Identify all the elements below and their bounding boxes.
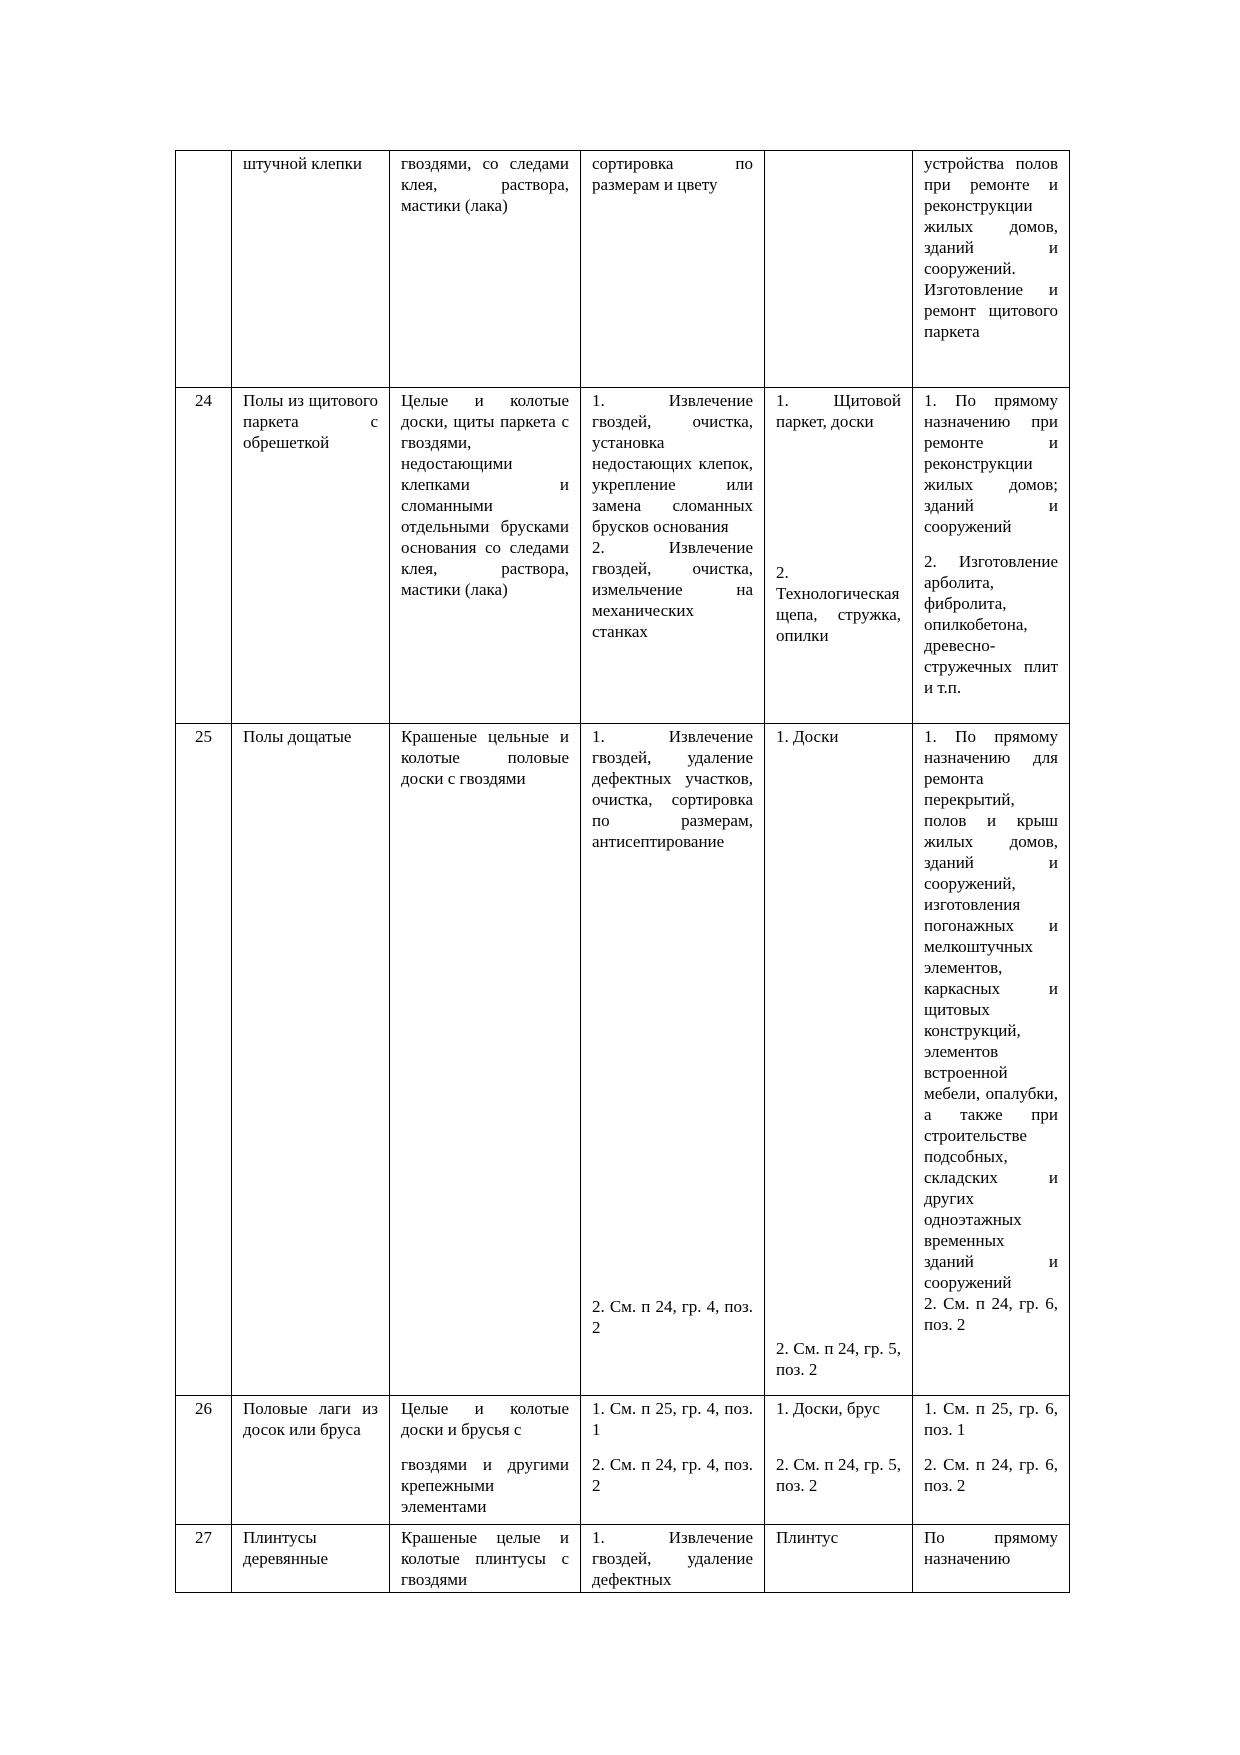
- material-description: гвоздями, со следами клея, раствора, мастики (лака): [390, 151, 581, 388]
- structure-name: Плинтусы деревянные: [232, 1525, 390, 1593]
- processing-method: 1. Извлечение гвоздей, удаление дефектных: [581, 1525, 765, 1593]
- product-type: 1. Доски 2. См. п 24, гр. 5, поз. 2: [765, 724, 913, 1396]
- row-number: 24: [176, 388, 232, 724]
- processing-method: сортировка по размерам и цвету: [581, 151, 765, 388]
- usage-area: 1. По прямому назначению для ремонта перекрытий, полов и крыш жилых домов, зданий и сооружений, изготовления погонажных и мелкоштучных элементов, каркасных и щитовых конструкций, элементов встроенной мебели, опалубки, а также при строительстве подсобных, складских и других одноэтажных временных зданий и сооружений 2. См. п 24, гр. 6, поз. 2: [913, 724, 1070, 1396]
- structure-name: Полы из щитового паркета с обрешеткой: [232, 388, 390, 724]
- structure-name: штучной клепки: [232, 151, 390, 388]
- row-number: 26: [176, 1396, 232, 1525]
- material-description: Крашеные цельные и колотые половые доски с гвоздями: [390, 724, 581, 1396]
- table-row: [176, 1525, 1070, 1593]
- table-row: [176, 1396, 1070, 1525]
- product-type: 1. Щитовой паркет, доски 2. Технологическая щепа, стружка, опилки: [765, 388, 913, 724]
- table-row: [176, 388, 1070, 724]
- usage-area: По прямому назначению: [913, 1525, 1070, 1593]
- structure-name: Половые лаги из досок или бруса: [232, 1396, 390, 1525]
- waste-reuse-table: [175, 150, 1070, 1593]
- processing-method: 1. Извлечение гвоздей, удаление дефектных участков, очистка, сортировка по размерам, антисептирование 2. См. п 24, гр. 4, поз. 2: [581, 724, 765, 1396]
- row-number: 25: [176, 724, 232, 1396]
- material-description: Крашеные целые и колотые плинтусы с гвоздями: [390, 1525, 581, 1593]
- row-number: [176, 151, 232, 388]
- table-row: [176, 151, 1070, 388]
- usage-area: устройства полов при ремонте и реконструкции жилых домов, зданий и сооружений. Изготовление и ремонт щитового паркета: [913, 151, 1070, 388]
- product-type: 1. Доски, брус 2. См. п 24, гр. 5, поз. 2: [765, 1396, 913, 1525]
- row-number: 27: [176, 1525, 232, 1593]
- usage-area: 1. По прямому назначению при ремонте и реконструкции жилых домов; зданий и сооружений 2. Изготовление арболита, фибролита, опилкобетона, древесно-стружечных плит и т.п.: [913, 388, 1070, 724]
- structure-name: Полы дощатые: [232, 724, 390, 1396]
- processing-method: 1. См. п 25, гр. 4, поз. 1 2. См. п 24, гр. 4, поз. 2: [581, 1396, 765, 1525]
- table-row: [176, 724, 1070, 1396]
- processing-method: 1. Извлечение гвоздей, очистка, установка недостающих клепок, укрепление или замена сломанных брусков основания 2. Извлечение гвоздей, очистка, измельчение на механических станках: [581, 388, 765, 724]
- product-type: [765, 151, 913, 388]
- product-type: Плинтус: [765, 1525, 913, 1593]
- usage-area: 1. См. п 25, гр. 6, поз. 1 2. См. п 24, гр. 6, поз. 2: [913, 1396, 1070, 1525]
- material-description: Целые и колотые доски, щиты паркета с гвоздями, недостающими клепками и сломанными отдельными брусками основания со следами клея, раствора, мастики (лака): [390, 388, 581, 724]
- material-description: Целые и колотые доски и брусья с гвоздями и другими крепежными элементами: [390, 1396, 581, 1525]
